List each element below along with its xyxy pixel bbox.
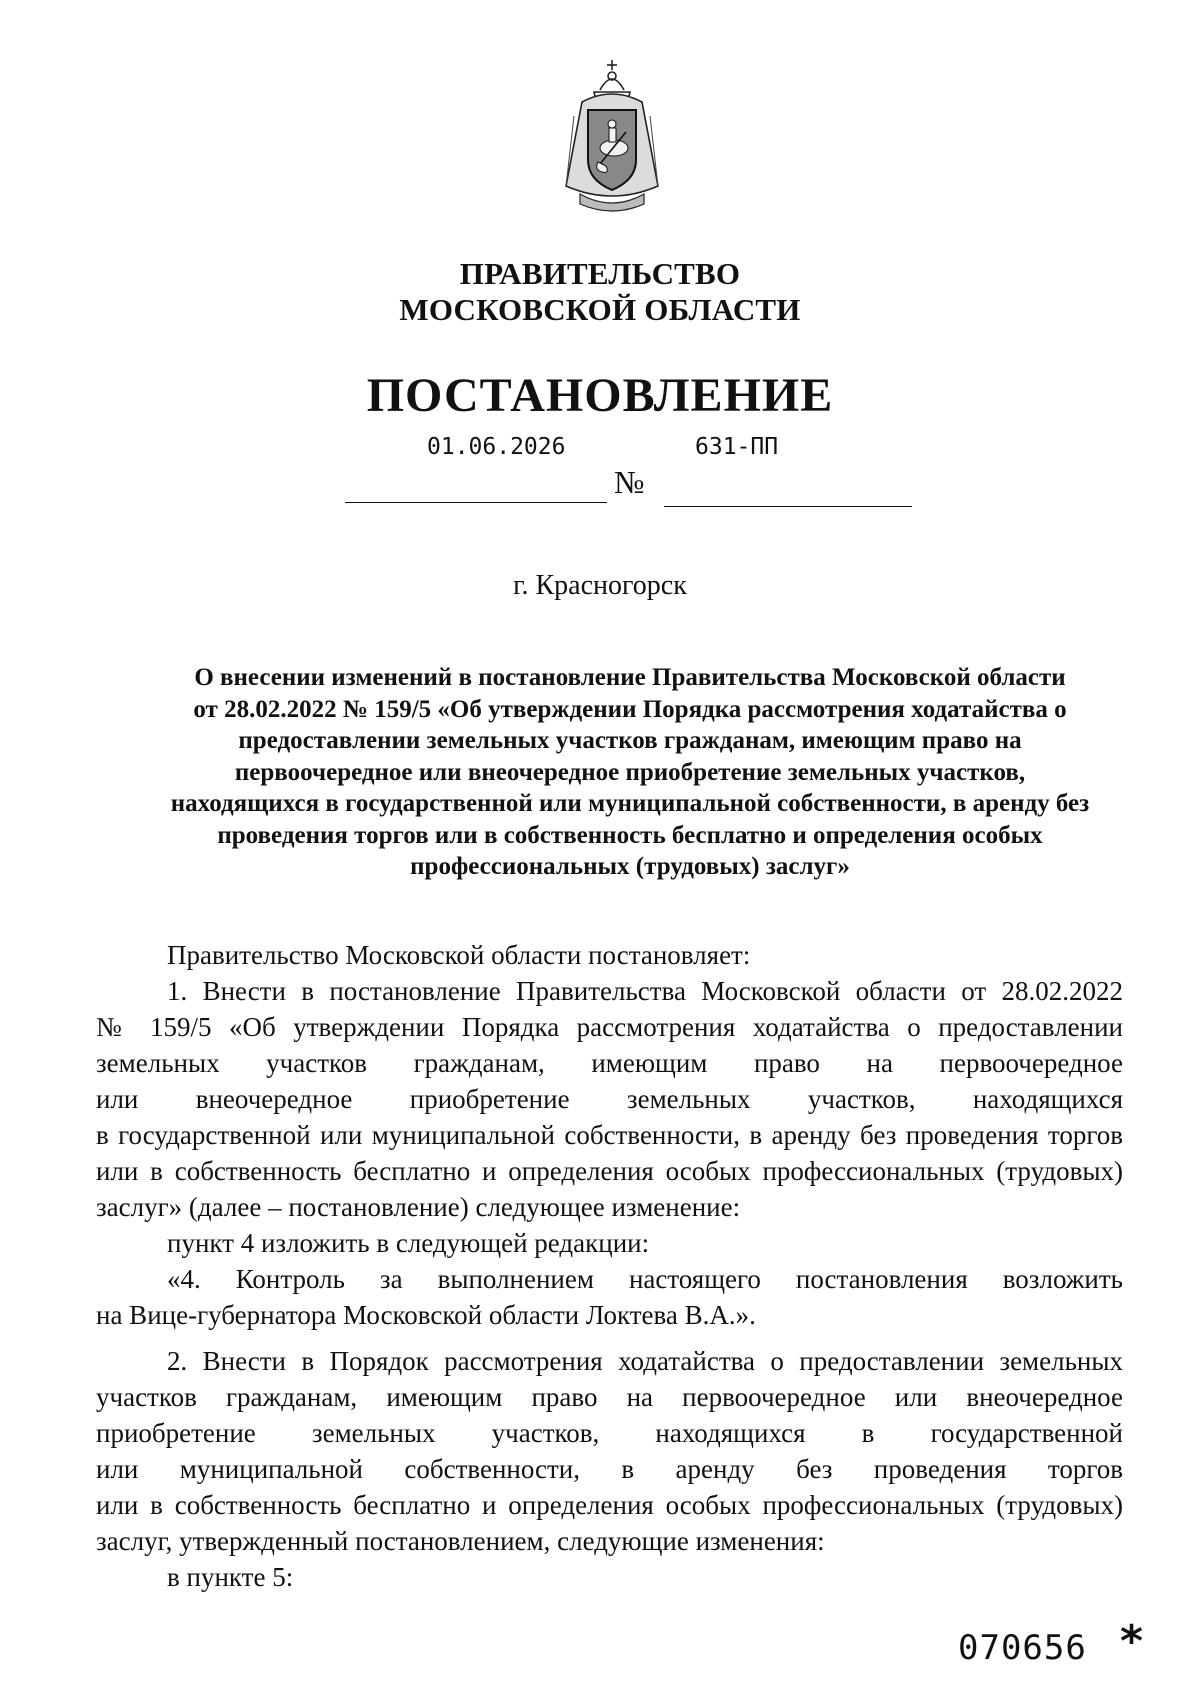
title-line: проведения торгов или в собственность бесплатно и определения особых <box>217 821 1043 849</box>
number-sign: № <box>614 464 645 500</box>
body-line: 2. Внести в Порядок рассмотрения ходатайства о предоставлении земельных <box>167 1346 1123 1376</box>
body-line: в пункте 5: <box>167 1562 294 1592</box>
title-line: предоставлении земельных участков гражданам, имеющим право на <box>238 727 1022 754</box>
city-label: г. Красногорск <box>513 570 687 601</box>
document-number: 631-ПП <box>695 434 779 460</box>
asterisk-mark: * <box>1120 1616 1144 1667</box>
body-line: земельных участков гражданам, имеющим право на первоочередное <box>96 1048 1123 1078</box>
body-line: участков гражданам, имеющим право на первоочередное или внеочередное <box>96 1382 1123 1412</box>
body-line: или в собственность бесплатно и определения особых профессиональных (трудовых) <box>96 1156 1123 1186</box>
title-line: профессиональных (трудовых) заслуг» <box>410 853 850 880</box>
body-line: или муниципальной собственности, в аренду без проведения торгов <box>96 1454 1123 1484</box>
body-line: № 159/5 «Об утверждении Порядка рассмотрения ходатайства о предоставлении <box>96 1012 1123 1042</box>
body-line: приобретение земельных участков, находящихся в государственной <box>96 1418 1123 1448</box>
coat-of-arms-emblem <box>560 56 664 218</box>
title-line: от 28.02.2022 № 159/5 «Об утверждении Порядка рассмотрения ходатайства о <box>193 695 1067 723</box>
number-underline <box>664 506 912 507</box>
document-date: 01.06.2026 <box>427 434 566 460</box>
org-line-2: МОСКОВСКОЙ ОБЛАСТИ <box>399 292 801 327</box>
body-line: или внеочередное приобретение земельных участков, находящихся <box>96 1084 1123 1114</box>
document-title <box>120 662 1140 883</box>
org-line-1: ПРАВИТЕЛЬСТВО <box>459 256 741 291</box>
body-line: или в собственность бесплатно и определения особых профессиональных (трудовых) <box>96 1490 1123 1520</box>
title-line: О внесении изменений в постановление Правительства Московской области <box>194 664 1066 691</box>
body-line: Правительство Московской области постановляет: <box>167 940 751 970</box>
body-line: «4. Контроль за выполнением настоящего постановления возложить <box>167 1264 1123 1294</box>
body-line: 1. Внести в постановление Правительства Московской области от 28.02.2022 <box>167 976 1123 1006</box>
organization-name <box>300 256 900 328</box>
title-line: первоочередное или внеочередное приобретение земельных участков, <box>234 758 1026 786</box>
body-line: на Вице-губернатора Московской области Локтева В.А.». <box>96 1300 756 1330</box>
document-type-heading: ПОСТАНОВЛЕНИЕ <box>366 369 834 422</box>
body-line: в государственной или муниципальной собственности, в аренду без проведения торгов <box>96 1120 1123 1150</box>
body-line: заслуг» (далее – постановление) следующее изменение: <box>96 1192 741 1222</box>
date-underline <box>345 502 607 503</box>
body-line: пункт 4 изложить в следующей редакции: <box>167 1228 650 1258</box>
body-line: заслуг, утвержденный постановлением, следующие изменения: <box>96 1526 825 1556</box>
serial-number: 070656 <box>958 1628 1087 1668</box>
title-line: находящихся в государственной или муниципальной собственности, в аренду без <box>170 790 1090 817</box>
